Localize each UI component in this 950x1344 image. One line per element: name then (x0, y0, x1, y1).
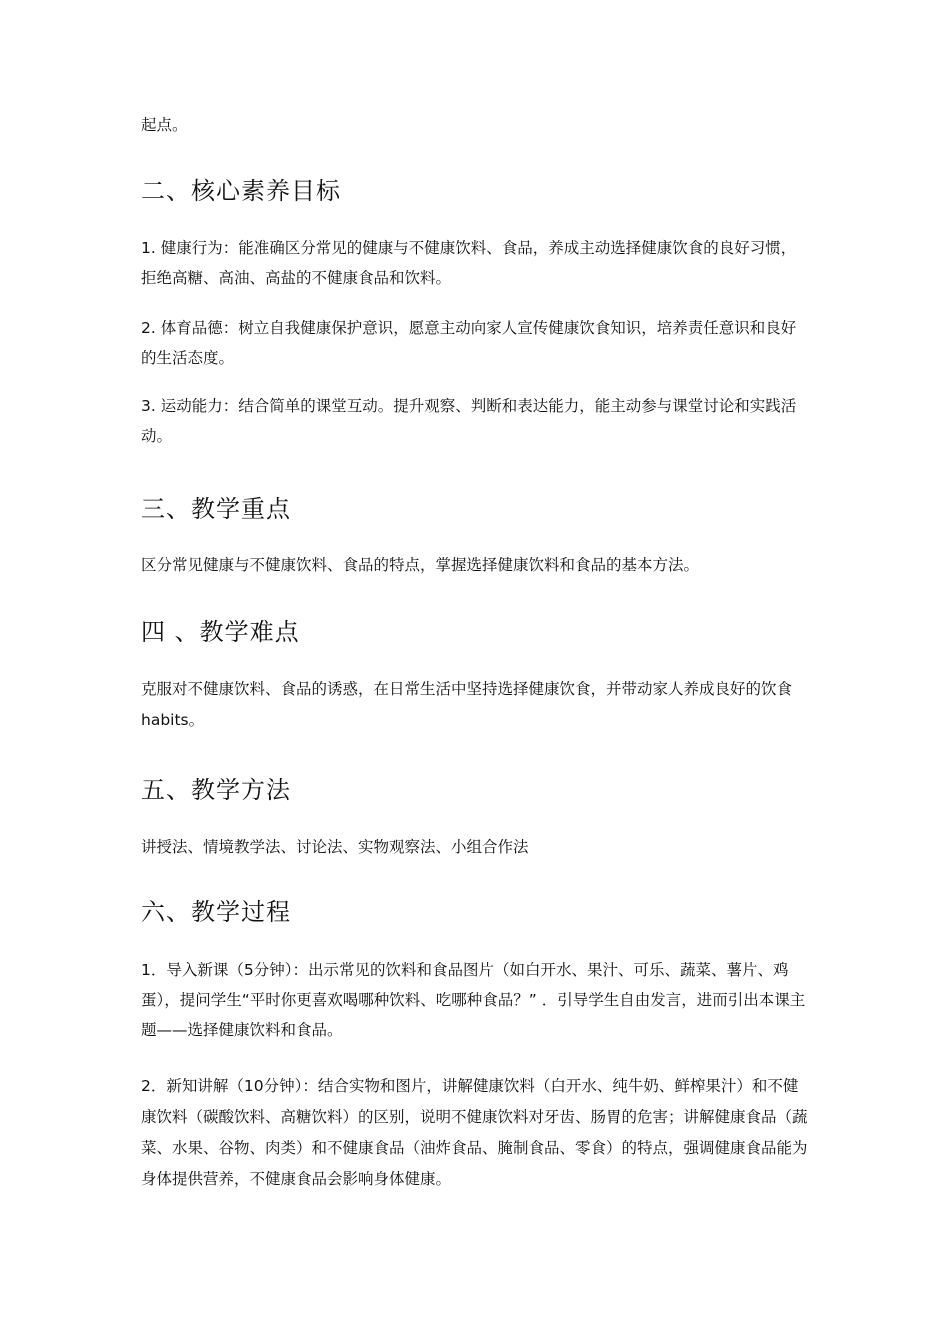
section2-heading: 二、核心素养目标 (141, 177, 341, 205)
section2-item-2: 2. 体育品德：树立自我健康保护意识，愿意主动向家人宣传健康饮食知识，培养责任意识和良好的生活态度。 (141, 319, 797, 367)
section3-body: 区分常见健康与不健康饮料、食品的特点，掌握选择健康饮料和食品的基本方法。 (141, 556, 700, 574)
intro-tail: 起点。 (141, 116, 188, 134)
section6-item-2: 2．新知讲解（10分钟）：结合实物和图片，讲解健康饮料（白开水、纯牛奶、鲜榨果汁）和不健康饮料（碳酸饮料、高糖饮料）的区别，说明不健康饮料对牙齿、肠胃的危害；讲解健康食品（蔬菜、水果、谷物、肉类）和不健康食品（油炸食品、腌制食品、零食）的特点，强调健康食品能为身体提供营养，不健康食品会影响身体健康。 (141, 1077, 808, 1188)
section5-body: 讲授法、情境教学法、讨论法、实物观察法、小组合作法 (141, 838, 529, 856)
section4-heading: 四 、教学难点 (141, 618, 300, 646)
section6-heading: 六、教学过程 (141, 898, 291, 926)
section2-item-3: 3. 运动能力：结合简单的课堂互动。提升观察、判断和表达能力，能主动参与课堂讨论和实践活动。 (141, 397, 797, 445)
section5-heading: 五、教学方法 (141, 776, 291, 804)
section3-heading: 三、教学重点 (141, 495, 291, 523)
section4-body: 克服对不健康饮料、食品的诱惑，在日常生活中坚持选择健康饮食，并带动家人养成良好的饮食 habits。 (141, 680, 793, 729)
section2-item-1: 1. 健康行为：能准确区分常见的健康与不健康饮料、食品，养成主动选择健康饮食的良好习惯，拒绝高糖、高油、高盐的不健康食品和饮料。 (141, 239, 797, 287)
section6-item-1: 1．导入新课（5分钟）：出示常见的饮料和食品图片（如白开水、果汁、可乐、蔬菜、薯片、鸡蛋），提问学生“平时你更喜欢喝哪种饮料、吃哪种食品？” ．引导学生自由发言，进而引出本课主题——选择健康饮料和食品。 (141, 961, 806, 1039)
